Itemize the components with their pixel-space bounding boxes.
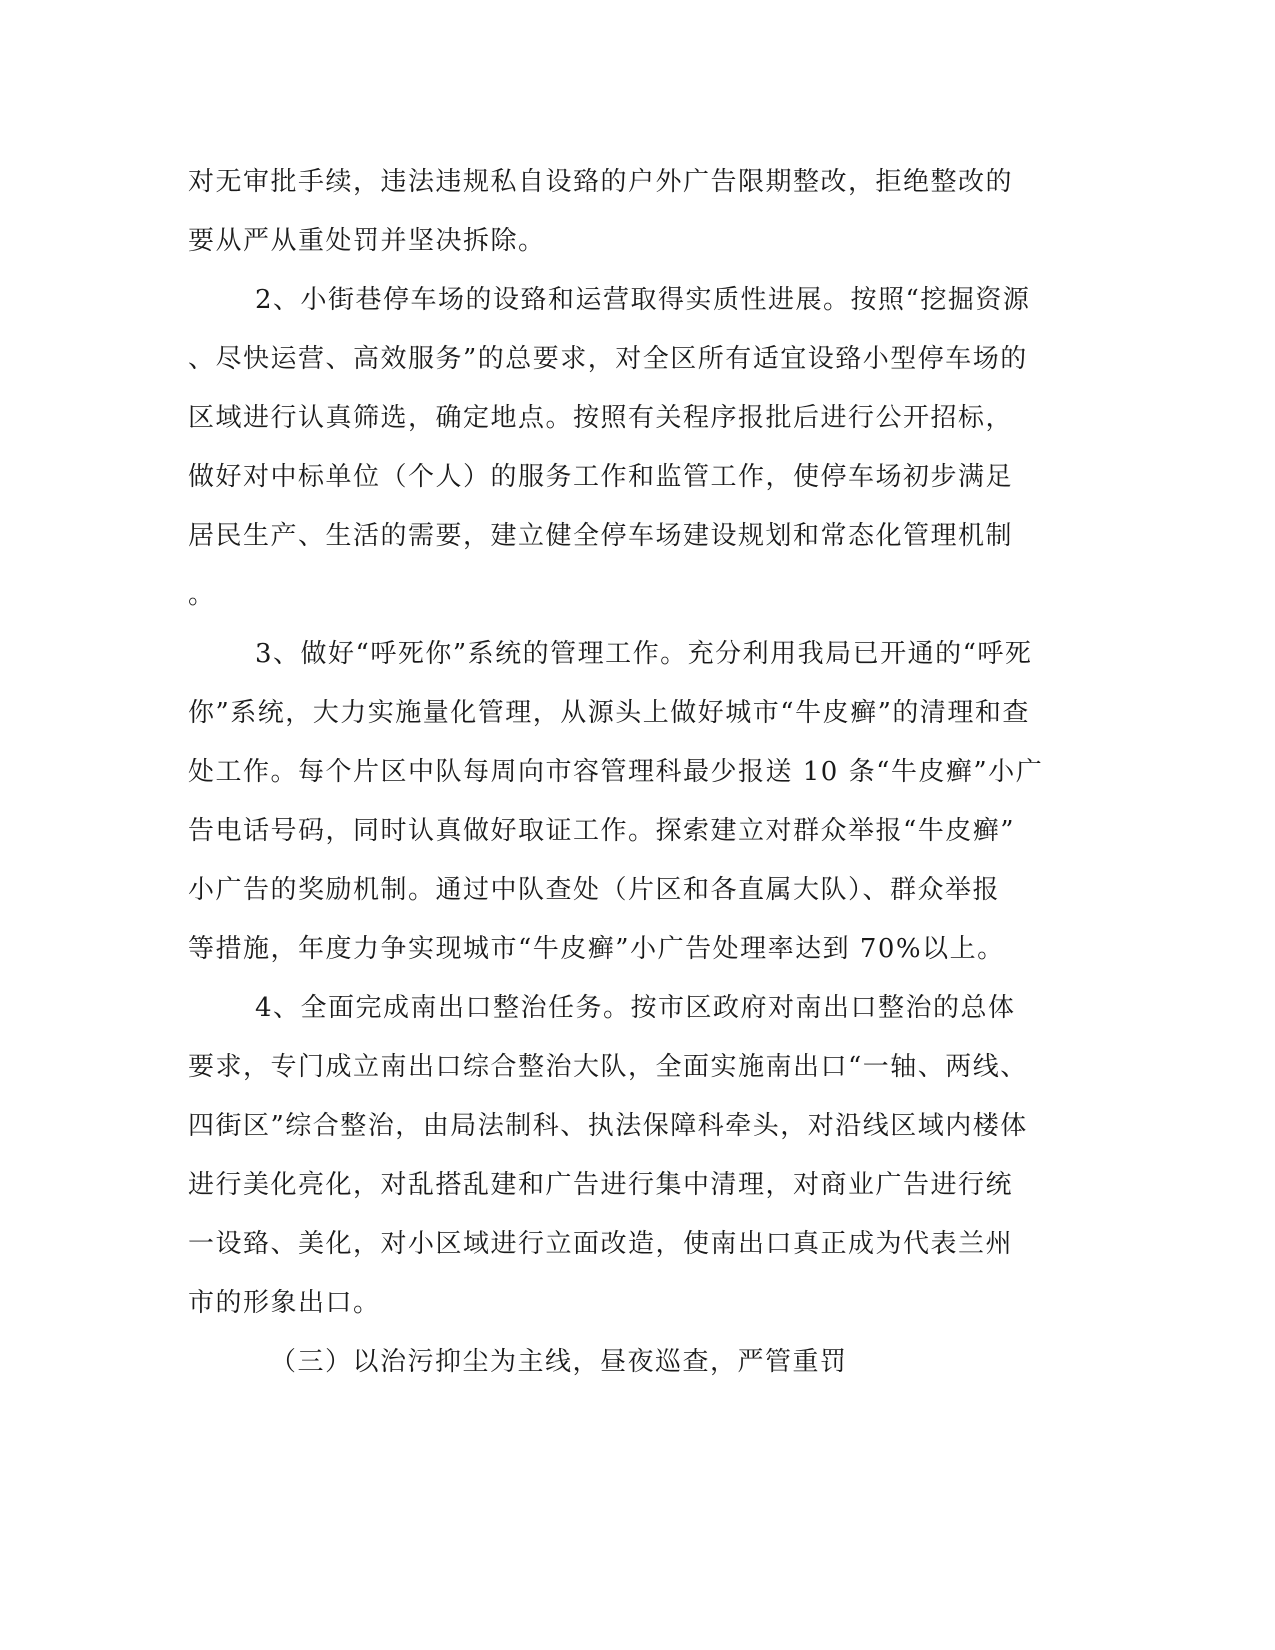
paragraph-4-line-4: 进行美化亮化，对乱搭乱建和广告进行集中清理，对商业广告进行统	[188, 1170, 1014, 1200]
paragraph-4-line-2: 要求，专门成立南出口综合整治大队，全面实施南出口“一轴、两线、	[188, 1052, 1028, 1082]
paragraph-2-line-5: 居民生产、生活的需要，建立健全停车场建设规划和常态化管理机制	[188, 521, 1014, 551]
paragraph-3-line-4: 告电话号码，同时认真做好取证工作。探索建立对群众举报“牛皮癣”	[188, 816, 1016, 846]
paragraph-4-line-5: 一设臵、美化，对小区域进行立面改造，使南出口真正成为代表兰州	[188, 1229, 1014, 1259]
paragraph-2-line-2: 、尽快运营、高效服务”的总要求，对全区所有适宜设臵小型停车场的	[188, 344, 1028, 374]
section-heading: （三）以治污抑尘为主线，昼夜巡查，严管重罚	[270, 1347, 848, 1377]
paragraph-4-line-1: 4、全面完成南出口整治任务。按市区政府对南出口整治的总体	[255, 993, 1016, 1023]
paragraph-4-line-3: 四街区”综合整治，由局法制科、执法保障科牵头，对沿线区域内楼体	[188, 1111, 1028, 1141]
paragraph-4-line-6: 市的形象出口。	[188, 1288, 381, 1318]
paragraph-2-line-4: 做好对中标单位（个人）的服务工作和监管工作，使停车场初步满足	[188, 462, 1014, 492]
paragraph-2-line-3: 区域进行认真筛选，确定地点。按照有关程序报批后进行公开招标，	[188, 403, 1014, 433]
paragraph-1-line-1: 对无审批手续，违法违规私自设臵的户外广告限期整改，拒绝整改的	[188, 167, 1014, 197]
paragraph-3-line-6: 等措施，年度力争实现城市“牛皮癣”小广告处理率达到 70%以上。	[188, 934, 1005, 964]
paragraph-3-line-2: 你”系统，大力实施量化管理，从源头上做好城市“牛皮癣”的清理和查	[188, 698, 1030, 728]
paragraph-2-line-1: 2、小街巷停车场的设臵和运营取得实质性进展。按照“挖掘资源	[255, 285, 1031, 315]
paragraph-3-line-1: 3、做好“呼死你”系统的管理工作。充分利用我局已开通的“呼死	[255, 639, 1033, 669]
paragraph-3-line-5: 小广告的奖励机制。通过中队查处（片区和各直属大队）、群众举报	[188, 875, 1001, 905]
paragraph-2-line-6: 。	[188, 580, 216, 610]
paragraph-3-line-3: 处工作。每个片区中队每周向市容管理科最少报送 10 条“牛皮癣”小广	[188, 757, 1044, 787]
paragraph-1-line-2: 要从严从重处罚并坚决拆除。	[188, 226, 546, 256]
